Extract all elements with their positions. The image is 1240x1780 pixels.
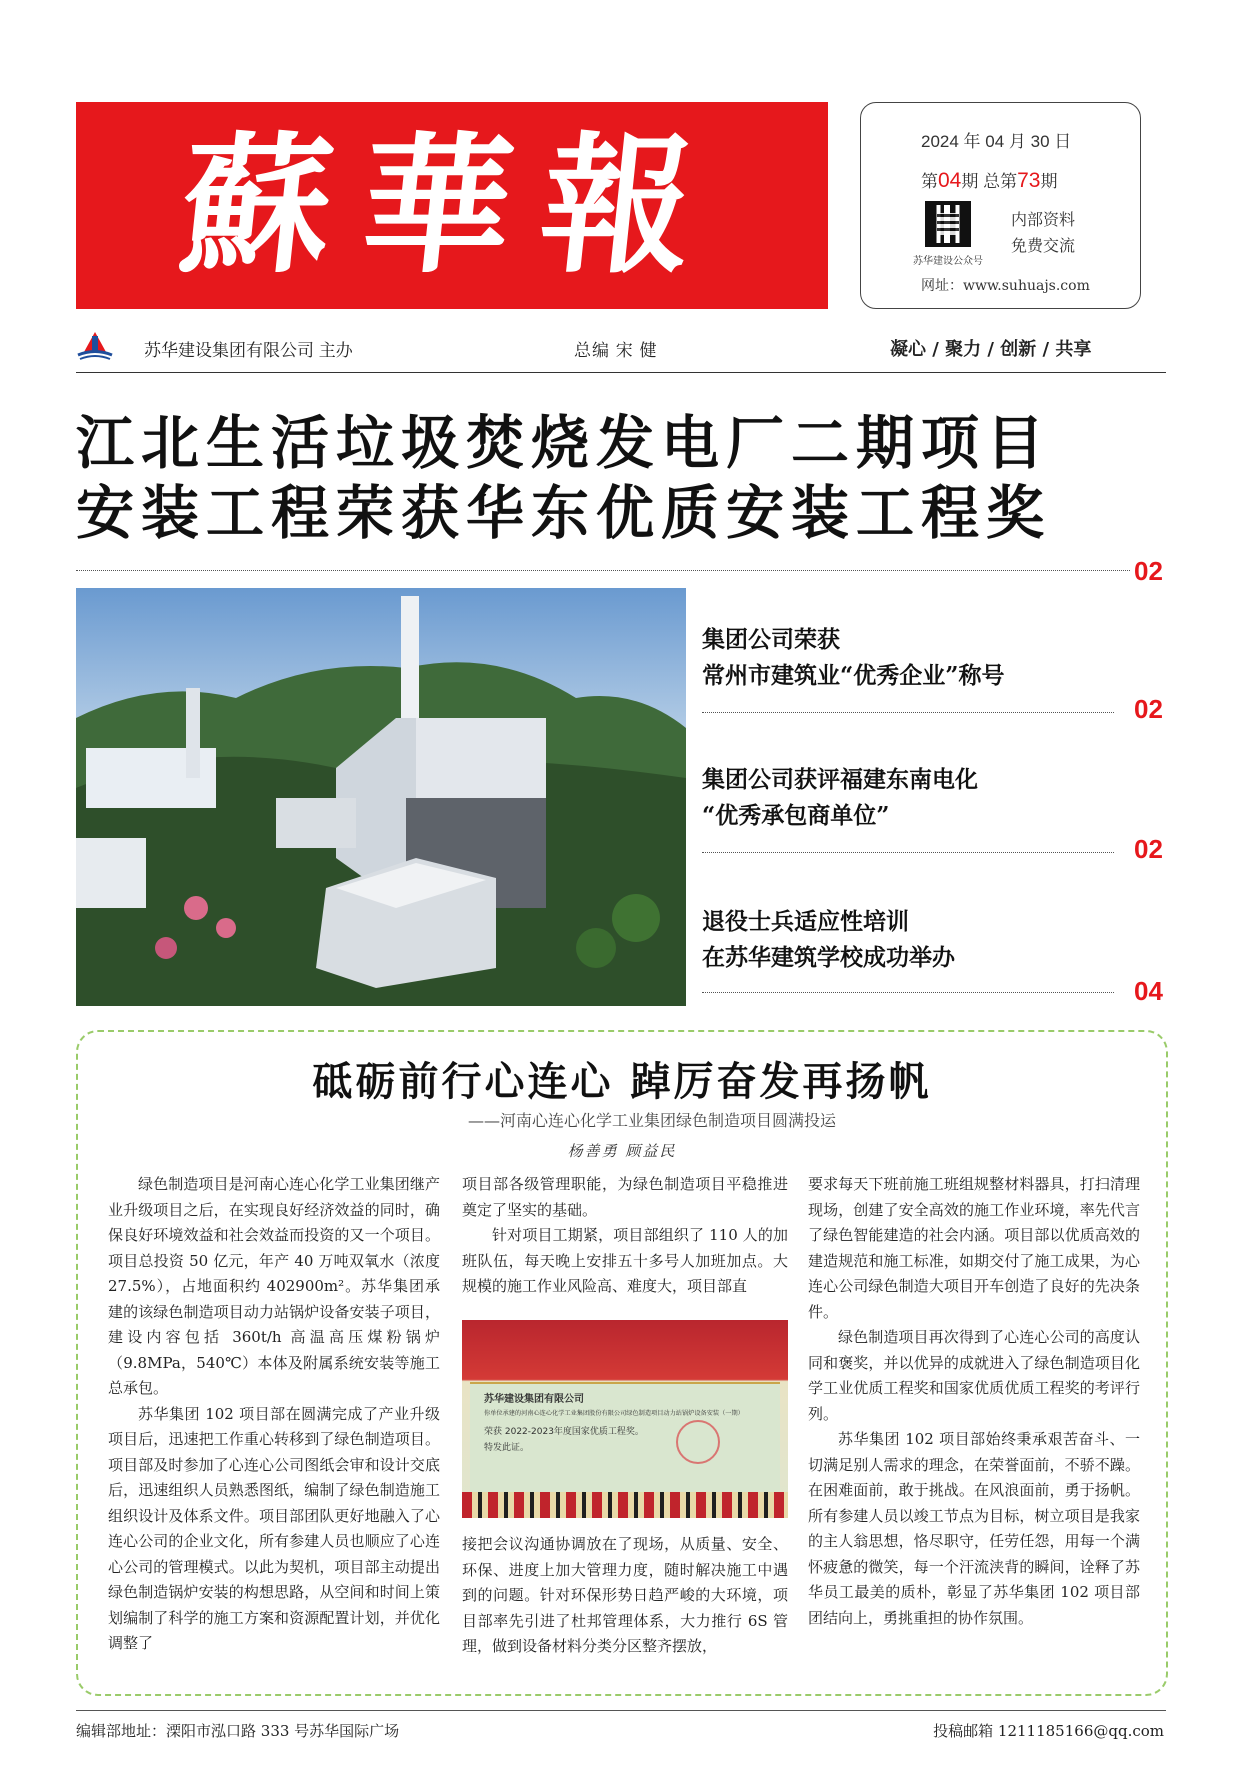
certificate-seal-icon xyxy=(676,1420,720,1464)
masthead-banner xyxy=(76,102,828,309)
teaser-3-line-1: 退役士兵适应性培训 xyxy=(702,908,909,935)
teaser-1-page-ref[interactable]: 02 xyxy=(1134,694,1163,724)
teaser-2-line-2: “优秀承包商单位” xyxy=(702,802,890,829)
issue-prefix: 第 xyxy=(921,172,938,191)
headline-line-2: 安装工程荣获华东优质安装工程奖 xyxy=(76,479,1052,547)
footer-divider xyxy=(76,1710,1166,1711)
slogan: 凝心 / 聚力 / 创新 / 共享 xyxy=(890,339,1092,360)
power-plant-rendering xyxy=(76,588,686,1006)
feature-title[interactable]: 砥砺前行心连心 踔厉奋发再扬帆 xyxy=(312,1058,932,1105)
free-note: 免费交流 xyxy=(1011,238,1076,255)
total-num: 73 xyxy=(1017,169,1041,192)
certificate-body xyxy=(470,1382,780,1494)
col3-paragraph-3: 苏华集团 102 项目部始终秉承艰苦奋斗、一切满足别人需求的理念，在荣誉面前，不骄不躁。在困难面前，敢于挑战。在风浪面前，勇于扬帆。所有参建人员以竣工节点为目标，树立项目是我家的主人翁思想，恪尽职守，任劳任怨，用每一个满怀疲惫的微笑，每一个汗流浃背的瞬间，诠释了苏华员工最美的质朴，彰显了苏华集团 102 项目部团结向上，勇挑重担的协作氛围。 xyxy=(808,1430,1140,1627)
editorial-address: 编辑部地址：溧阳市泓口路 333 号苏华国际广场 xyxy=(76,1722,400,1740)
col1-paragraph-2: 苏华集团 102 项目部在圆满完成了产业升级项目后，迅速把工作重心转移到了绿色制造项目。项目部及时参加了心连心公司图纸会审和设计交底后，迅速组织人员熟悉图纸，编制了绿色制造施工组织设计及体系文件。项目部团队更好地融入了心连心公司的企业文化，所有参建人员也顺应了心连心公司的管理模式。以此为契机，项目部主动提出绿色制造锅炉安装的构想思路，从空间和时间上策划编制了科学的施工方案和资源配置计划，并优化调整了 xyxy=(108,1404,440,1652)
feature-authors: 杨善勇 顾益民 xyxy=(567,1142,677,1160)
certificate-closing: 特发此证。 xyxy=(484,1443,530,1453)
qr-caption: 苏华建设公众号 xyxy=(913,256,983,267)
headline-line-1: 江北生活垃圾焚烧发电厂二期项目 xyxy=(76,409,1052,477)
issue-info-box xyxy=(860,102,1141,309)
issue-number xyxy=(921,167,1057,193)
feature-column-1 xyxy=(108,1172,440,1657)
teaser-3-dotted-rule xyxy=(702,992,1114,993)
chief-editor: 总编 宋 健 xyxy=(574,341,658,360)
qr-code-icon[interactable] xyxy=(925,201,971,247)
teaser-1-dotted-rule xyxy=(702,712,1114,713)
issue-mid: 期 总第 xyxy=(961,172,1018,191)
col2-paragraph-3: 接把会议沟通协调放在了现场，从质量、安全、环保、进度上加大管理力度，随时解决施工中遇到的问题。针对环保形势日趋严峻的大环境，项目部率先引进了杜邦管理体系，大力推行 6S 管理，做到设备材料分类分区整齐摆放， xyxy=(462,1535,788,1655)
teaser-2-dotted-rule xyxy=(702,852,1114,853)
feature-subtitle: ——河南心连心化学工业集团绿色制造项目圆满投运 xyxy=(467,1111,836,1130)
feature-article xyxy=(76,1030,1168,1696)
company-logo-icon xyxy=(76,330,114,360)
col2-paragraph-2: 针对项目工期紧，项目部组织了 110 人的加班队伍，每天晚上安排五十多号人加班加点。大规模的施工作业风险高、难度大，项目部直 xyxy=(462,1226,788,1295)
header-divider xyxy=(76,372,1166,373)
teaser-2-page-ref[interactable]: 02 xyxy=(1134,834,1163,864)
award-certificate-photo xyxy=(462,1320,788,1518)
teaser-1-line-2: 常州市建筑业“优秀企业”称号 xyxy=(702,662,1005,689)
col3-paragraph-1: 要求每天下班前施工班组规整材料器具，打扫清理现场，创建了安全高效的施工作业环境，率先代言了绿色智能建造的社会内涵。项目部以优质高效的建造规范和施工标准，如期交付了施工成果，为心连心公司绿色制造大项目开车创造了良好的先决条件。 xyxy=(808,1175,1140,1321)
feature-column-2-bottom xyxy=(462,1532,788,1660)
newspaper-title: 蘇華報 xyxy=(172,117,732,294)
internal-note: 内部资料 xyxy=(1011,212,1076,229)
headline-page-ref[interactable]: 02 xyxy=(1134,556,1163,586)
feature-column-2-top xyxy=(462,1172,788,1300)
certificate-company: 苏华建设集团有限公司 xyxy=(484,1394,584,1405)
issue-num: 04 xyxy=(938,169,962,192)
publisher: 苏华建设集团有限公司 主办 xyxy=(144,341,353,360)
teaser-3-page-ref[interactable]: 04 xyxy=(1134,976,1163,1006)
subheader xyxy=(76,330,1166,364)
teaser-3-line-2: 在苏华建筑学校成功举办 xyxy=(702,944,955,971)
website-link[interactable]: 网址：www.suhuajs.com xyxy=(921,278,1090,294)
headline-dotted-rule xyxy=(76,570,1130,571)
issue-date: 2024 年 04 月 30 日 xyxy=(921,132,1072,151)
teaser-1[interactable] xyxy=(702,622,1122,694)
col1-paragraph-1: 绿色制造项目是河南心连心化学工业集团继产业升级项目之后，在实现良好经济效益的同时，确保良好环境效益和社会效益而投资的又一个项目。项目总投资 50 亿元，年产 40 万吨双氧水（浓度 27.5%），占地面积约 402900m²。苏华集团承建的该绿色制造项目动力站锅炉设备安装子项目，建设内容包括 360t/h 高温高压煤粉锅炉（9.8MPa，540℃）本体及附属系统安装等施工总承包。 xyxy=(108,1175,440,1397)
teaser-2-line-1: 集团公司获评福建东南电化 xyxy=(702,766,978,793)
issue-suffix: 期 xyxy=(1040,172,1058,191)
feature-column-3 xyxy=(808,1172,1140,1631)
teaser-2[interactable] xyxy=(702,762,1122,834)
lead-headline[interactable] xyxy=(76,408,1166,548)
certificate-award: 荣获 2022-2023年度国家优质工程奖。 xyxy=(484,1427,644,1437)
certificate-border xyxy=(462,1492,788,1518)
teaser-1-line-1: 集团公司荣获 xyxy=(702,626,840,653)
col3-paragraph-2: 绿色制造项目再次得到了心连心公司的高度认同和褒奖，并以优异的成就进入了绿色制造项目化学工业优质工程奖和国家优质优质工程奖的考评行列。 xyxy=(808,1328,1140,1423)
submission-email[interactable]: 投稿邮箱 1211185166@qq.com xyxy=(933,1722,1164,1740)
certificate-line-1: 你单位承建的河南心连心化学工业集团股份有限公司绿色制造项目动力站锅炉设备安装（一期） xyxy=(484,1410,744,1417)
teaser-3[interactable] xyxy=(702,904,1122,976)
col2-paragraph-1: 项目部各级管理职能，为绿色制造项目平稳推进奠定了坚实的基础。 xyxy=(462,1175,788,1219)
